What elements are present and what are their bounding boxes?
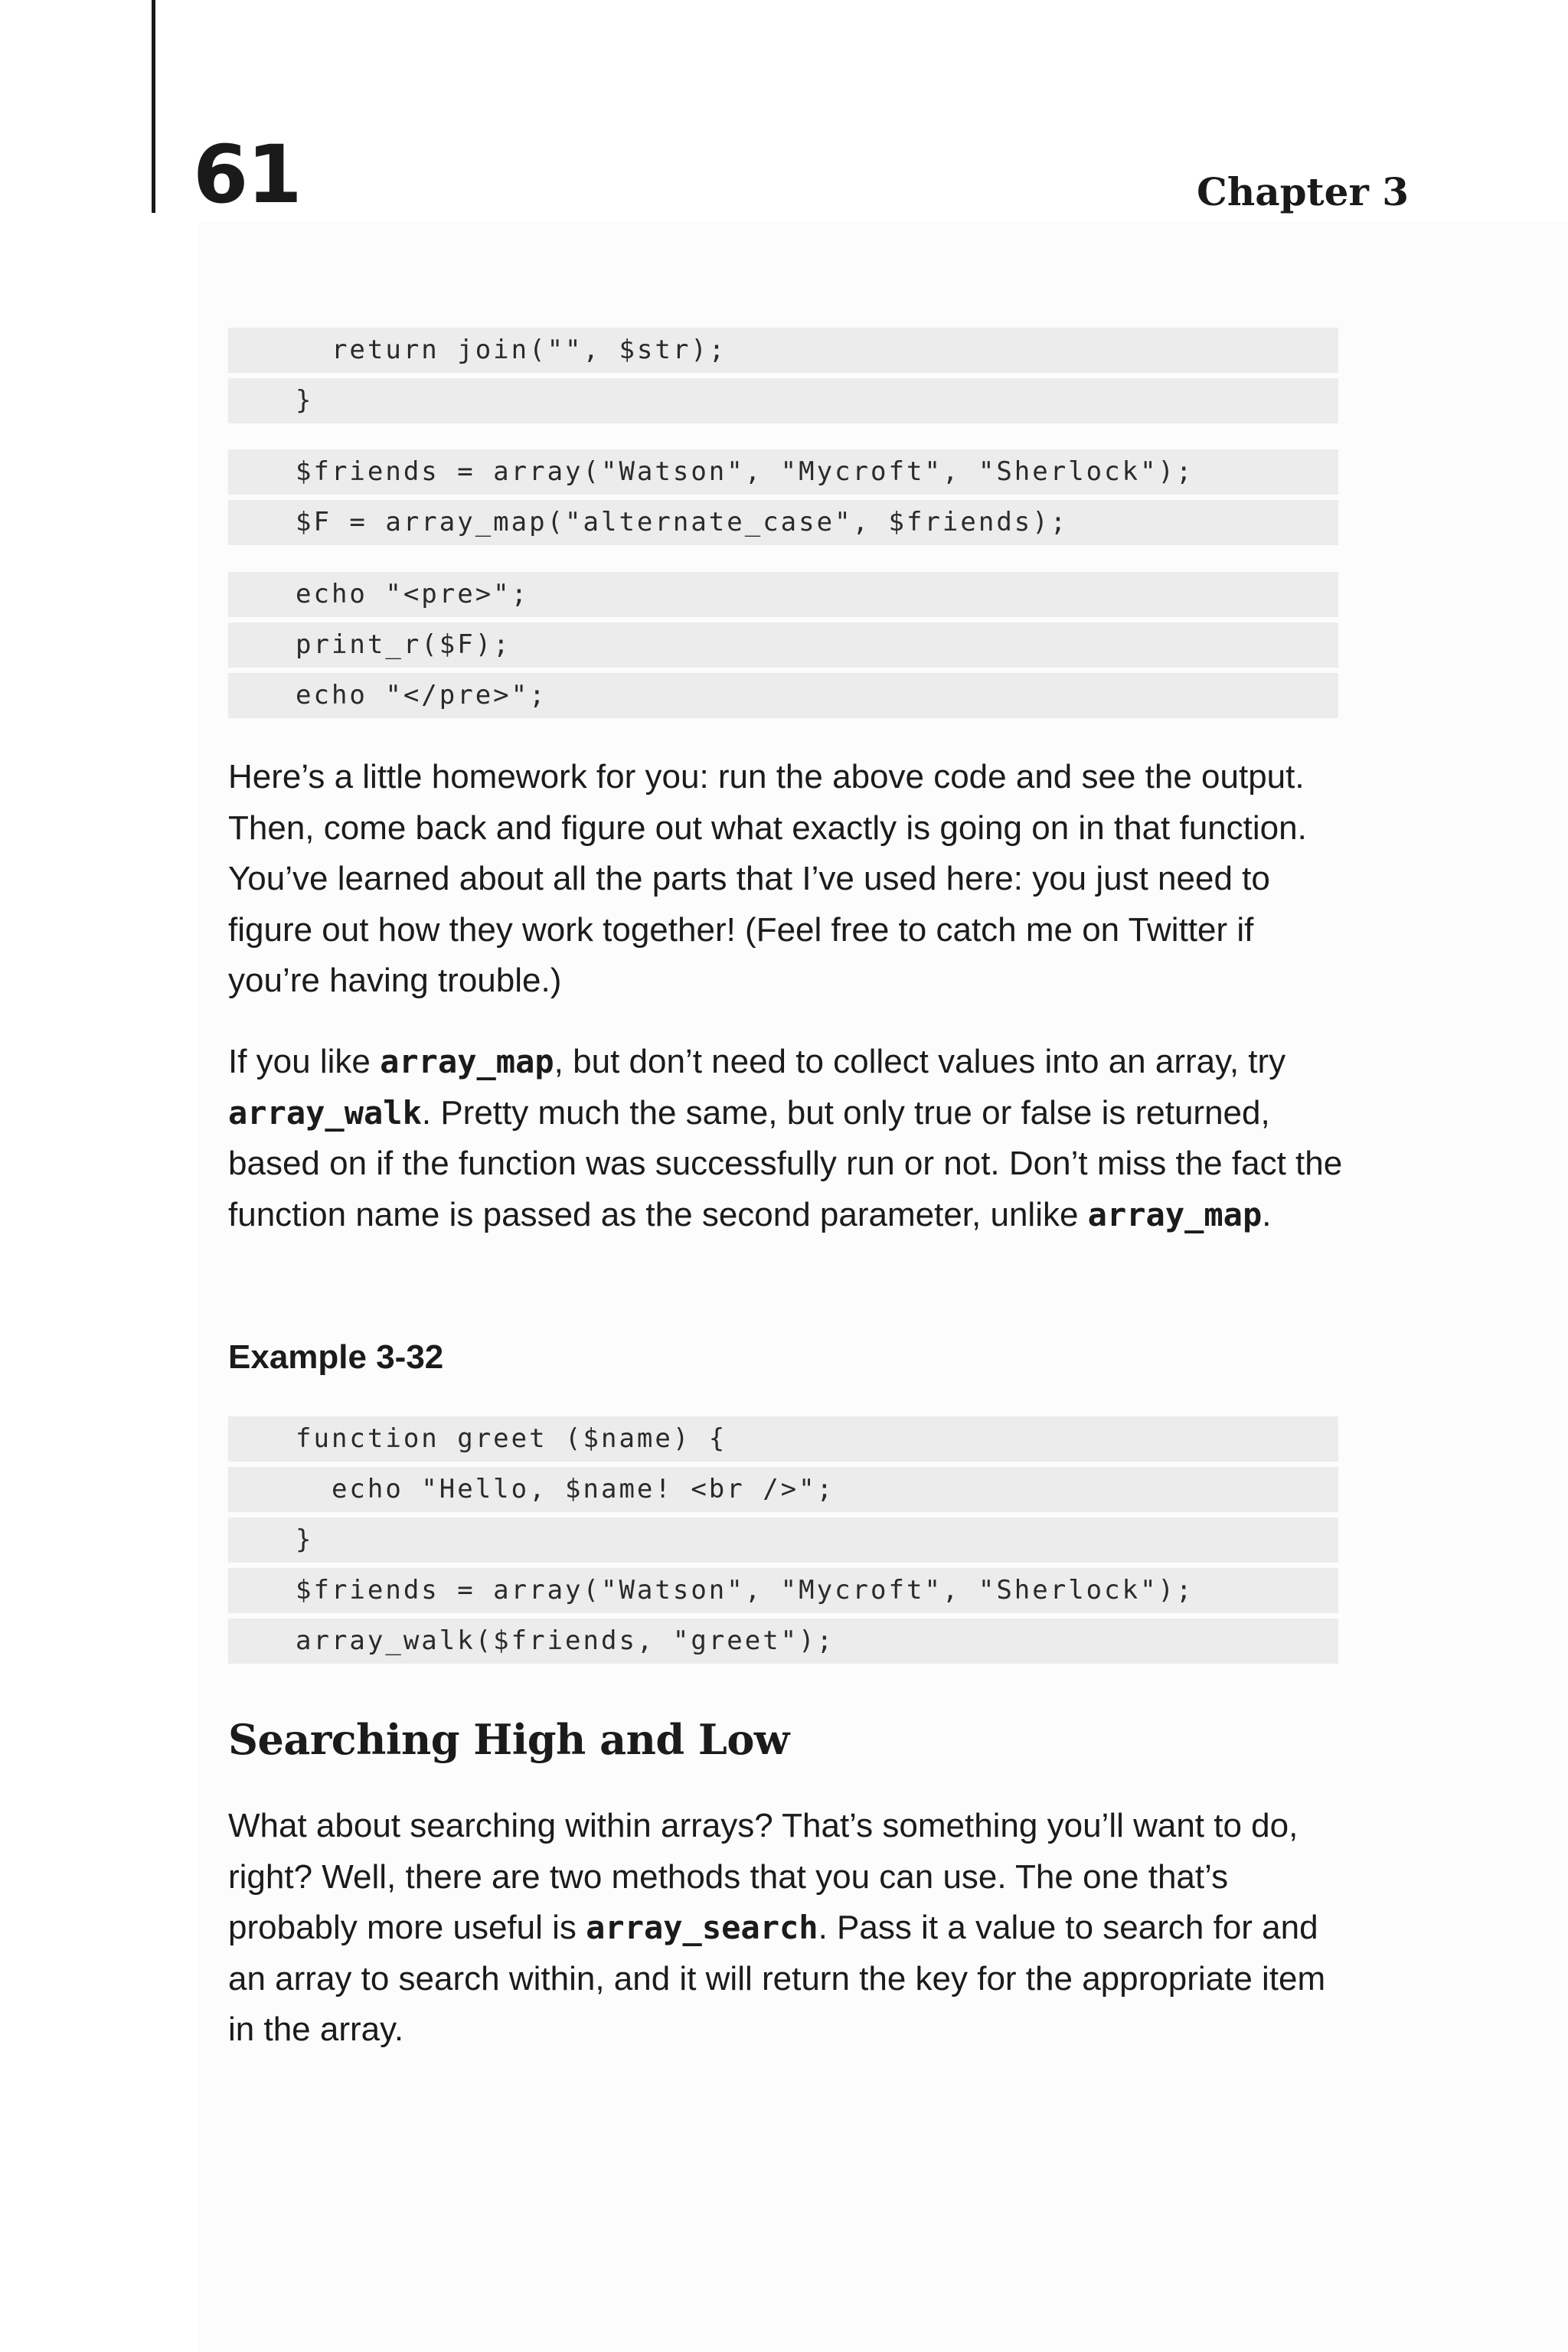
inline-code: array_walk: [228, 1093, 422, 1132]
section-heading: Searching High and Low: [228, 1715, 789, 1764]
code-line: $F = array_map("alternate_case", $friends);: [228, 500, 1338, 545]
code-line: array_walk($friends, "greet");: [228, 1619, 1338, 1664]
code-line: echo "Hello, $name! <br />";: [228, 1467, 1338, 1512]
code-line: }: [228, 378, 1338, 423]
inline-code: array_search: [586, 1909, 818, 1946]
inline-code: array_map: [1087, 1195, 1263, 1233]
page-number: 61: [193, 128, 301, 221]
paragraph-homework: [228, 752, 1346, 1007]
text-run: . Pass it a value to search for and an array to search within, and it will return the key for the appropriate item in the array.: [228, 1909, 1326, 2048]
code-block-greet: [228, 1416, 1338, 1669]
text-run: .: [1262, 1195, 1272, 1233]
code-line: function greet ($name) {: [228, 1416, 1338, 1462]
code-line: $friends = array("Watson", "Mycroft", "Sherlock");: [228, 449, 1338, 495]
paragraph-text: Here’s a little homework for you: run the above code and see the output. Then, come back and figure out what exactly is going on in that function. You’ve learned about all the parts that I’ve used here: you just need to figure out how they work together! (Feel free to catch me on Twitter if you’re having trouble.): [228, 758, 1307, 999]
text-run: . Pretty much the same, but only true or false is returned, based on if the function was successfully run or not. Don’t miss the fact the function name is passed as the second parameter, unlike: [228, 1093, 1343, 1233]
text-run: , but don’t need to collect values into an array, try: [554, 1043, 1286, 1080]
margin-rule: [152, 0, 155, 213]
text-run: If you like: [228, 1043, 381, 1080]
code-line: echo "</pre>";: [228, 673, 1338, 718]
code-line: $friends = array("Watson", "Mycroft", "Sherlock");: [228, 1568, 1338, 1613]
paragraph-array-search: [228, 1801, 1346, 2056]
code-line: echo "<pre>";: [228, 572, 1338, 617]
inline-code: array_map: [380, 1043, 554, 1080]
code-line: }: [228, 1517, 1338, 1563]
chapter-label: Chapter 3: [1197, 169, 1409, 214]
text-run: What about searching within arrays? That’s something you’ll want to do, right? Well, there are two methods that you can use. The one that’s probably more useful is: [228, 1807, 1298, 1946]
paragraph-text: [228, 1801, 1346, 2056]
code-block-echo: [228, 572, 1338, 724]
paragraph-array-walk: [228, 1037, 1346, 1240]
code-block-array-map: [228, 449, 1338, 550]
code-block-return: [228, 328, 1338, 429]
example-label: Example 3-32: [228, 1338, 444, 1376]
paragraph-text: [228, 1037, 1346, 1240]
code-line: return join("", $str);: [228, 328, 1338, 373]
code-line: print_r($F);: [228, 622, 1338, 668]
